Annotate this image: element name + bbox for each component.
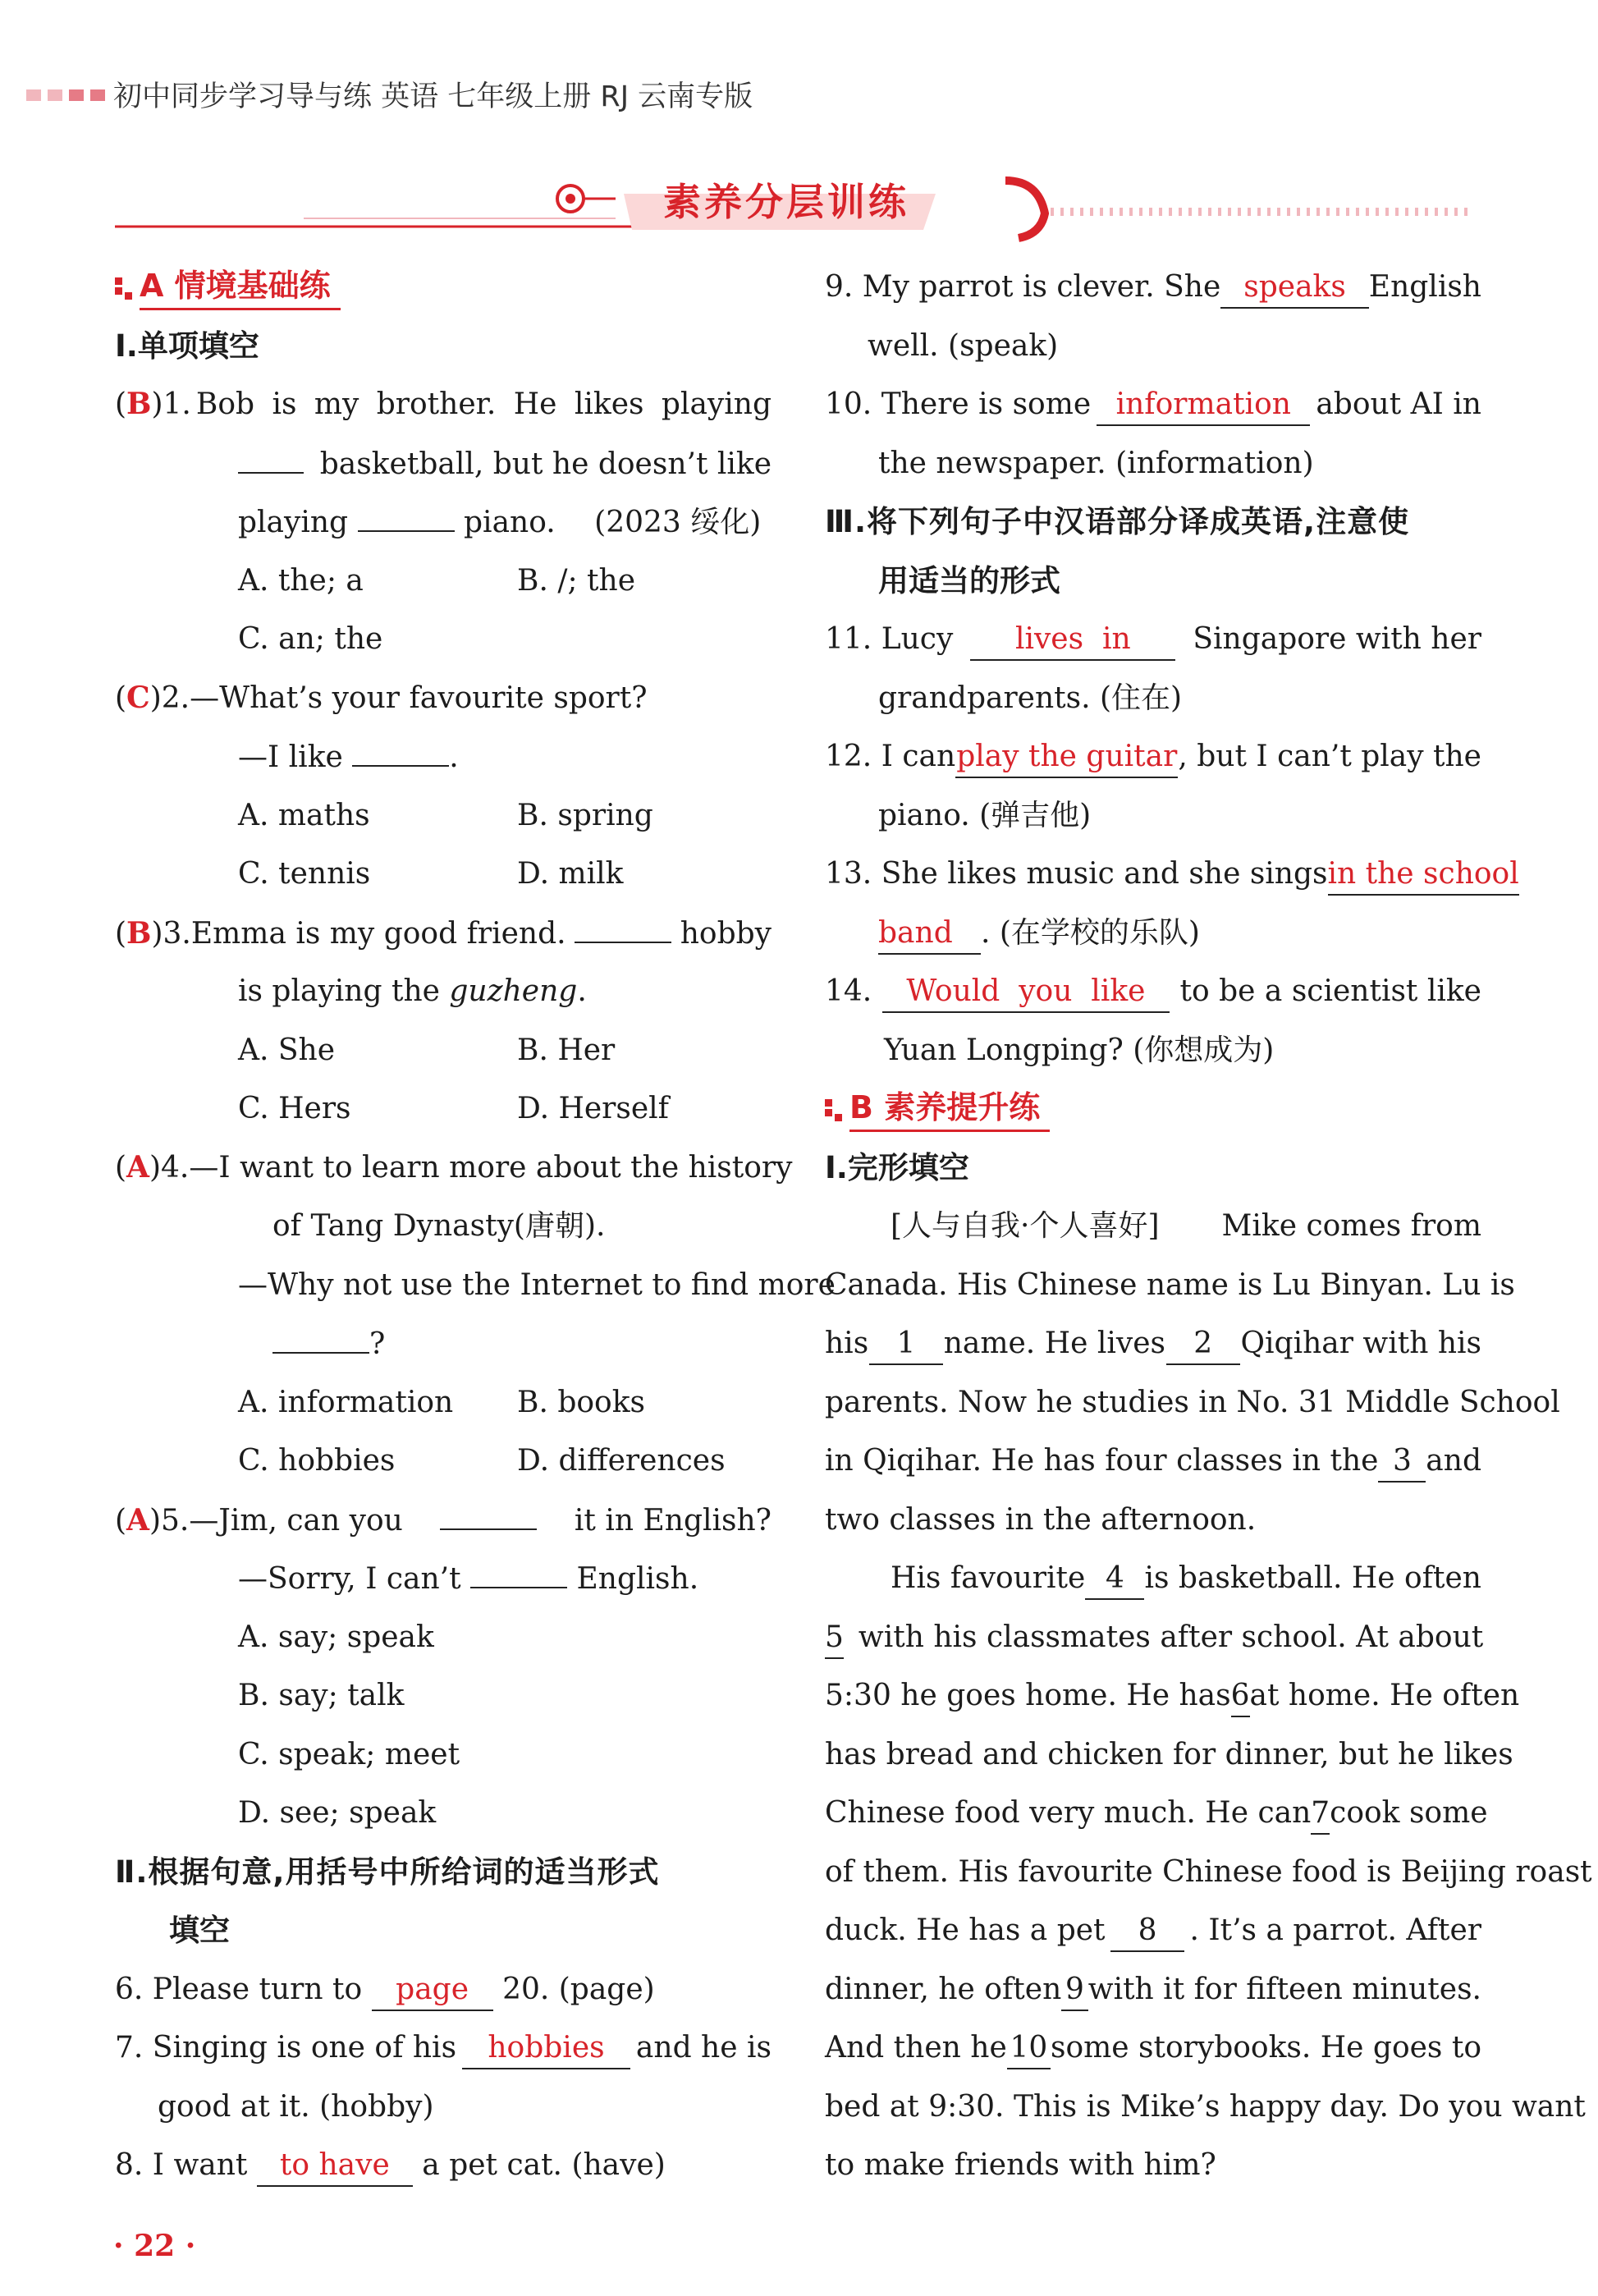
question-2: (C)2.—What’s your favourite sport? <box>115 680 648 715</box>
q1-line3: playing piano. (2023 绥化) <box>115 493 772 552</box>
option[interactable]: B. /; the <box>517 563 635 598</box>
cloze-blank-6[interactable]: 6 <box>1231 1678 1250 1717</box>
answer-q12[interactable]: play the guitar <box>955 739 1178 778</box>
q10-line2: the newspaper. (information) <box>878 446 1314 480</box>
q12-line2: piano. (弹吉他) <box>878 798 1092 832</box>
cloze-blank-10[interactable]: 10 <box>1007 2030 1051 2069</box>
q4-options-ab <box>115 1373 772 1432</box>
q2-options-cd <box>115 845 772 904</box>
question-10: 10. There is some information about AI in <box>825 375 1481 434</box>
q1-line2: basketball, but he doesn’t like <box>115 434 772 493</box>
option[interactable]: C. an; the <box>238 622 383 656</box>
q5-option-b[interactable]: B. say; talk <box>238 1679 405 1712</box>
question-3: (B)3.Emma is my good friend. hobby <box>115 904 772 963</box>
answer-q10[interactable]: information <box>1097 387 1310 426</box>
cloze-line-1: [人与自我·个人喜好] Mike comes from <box>825 1197 1481 1256</box>
option[interactable]: D. differences <box>517 1444 726 1478</box>
answer-q8[interactable]: to have <box>257 2147 413 2187</box>
cloze-title: Ⅰ.完形填空 <box>825 1149 969 1185</box>
blank[interactable] <box>272 1314 369 1354</box>
question-13: 13. She likes music and she sings in the school <box>825 845 1481 904</box>
header-decoration <box>26 89 112 104</box>
blank[interactable] <box>470 1549 567 1588</box>
q1-source: (2023 绥化) <box>594 506 762 539</box>
q5-option-a[interactable]: A. say; speak <box>238 1620 434 1654</box>
q3-options-cd <box>115 1079 772 1139</box>
q2-options-ab <box>115 786 772 846</box>
cloze-blank-4[interactable]: 4 <box>1085 1560 1144 1600</box>
cloze-line-13: duck. He has a pet 8 . It’s a parrot. After <box>825 1901 1481 1960</box>
section-a-heading <box>115 258 772 317</box>
option[interactable]: A. information <box>238 1385 454 1419</box>
question-7: 7. Singing is one of his hobbies and he is <box>115 2019 772 2078</box>
cloze-line-15: And then he 10 some storybooks. He goes to <box>825 2019 1481 2078</box>
cloze-line-10: has bread and chicken for dinner, but he likes <box>825 1737 1513 1771</box>
q3-options-ab <box>115 1021 772 1080</box>
question-5: (A)5.—Jim, can you it in English? <box>115 1491 772 1550</box>
option[interactable]: B. spring <box>517 798 653 832</box>
section-a-title: A 情境基础练 <box>140 264 341 310</box>
answer-q5: A <box>126 1502 149 1538</box>
option[interactable]: C. hobbies <box>238 1444 396 1478</box>
option[interactable]: D. Herself <box>517 1092 669 1125</box>
q4-line4: ? <box>115 1314 772 1373</box>
cloze-line-2: Canada. His Chinese name is Lu Binyan. Lu is <box>825 1267 1515 1302</box>
q4-line2: of Tang Dynasty(唐朝). <box>272 1209 606 1243</box>
question-1: (B)1. Bob is my brother. He likes playing <box>115 375 772 434</box>
q1-options-ab <box>115 552 772 611</box>
q1-line1: Bob is my brother. He likes playing <box>195 387 772 421</box>
q13-line2: band . (在学校的乐队) <box>825 904 1481 963</box>
cloze-line-6: two classes in the afternoon. <box>825 1502 1257 1537</box>
answer-q7[interactable]: hobbies <box>462 2030 630 2069</box>
q14-line2: Yuan Longping? (你想成为) <box>884 1033 1275 1067</box>
part2-title-cont: 填空 <box>169 1913 230 1948</box>
q9-line2: well. (speak) <box>868 328 1059 363</box>
cloze-line-9: 5:30 he goes home. He has 6 at home. He often <box>825 1666 1481 1725</box>
q5-option-c[interactable]: C. speak; meet <box>238 1737 460 1771</box>
answer-q4: A <box>126 1149 149 1185</box>
cloze-line-3: his 1 name. He lives 2 Qiqihar with his <box>825 1314 1481 1373</box>
part3-title: Ⅲ.将下列句子中汉语部分译成英语,注意使 <box>825 504 1410 539</box>
section-b-heading <box>825 1079 1481 1139</box>
section-marker-icon <box>825 1098 843 1124</box>
option[interactable]: C. Hers <box>238 1092 351 1125</box>
blank[interactable] <box>358 493 455 532</box>
answer-q2: C <box>126 680 150 715</box>
answer-q14[interactable]: Would you like <box>882 974 1170 1013</box>
banner-title: 素养分层训练 <box>663 180 909 224</box>
page-number: · 22 · <box>113 2229 196 2263</box>
q11-line2: grandparents. (住在) <box>878 681 1183 715</box>
section-b-title: B 素养提升练 <box>849 1085 1050 1132</box>
option[interactable]: A. maths <box>238 798 370 832</box>
blank[interactable] <box>440 1491 537 1530</box>
blank[interactable] <box>575 904 671 943</box>
question-14: 14. Would you like to be a scientist like <box>825 962 1481 1021</box>
q7-line2: good at it. (hobby) <box>158 2089 434 2124</box>
cloze-blank-1[interactable]: 1 <box>869 1326 943 1365</box>
cloze-line-12: of them. His favourite Chinese food is Beijing roast <box>825 1854 1592 1889</box>
q5-line2: —Sorry, I can’t English. <box>115 1549 772 1608</box>
q5-option-d[interactable]: D. see; speak <box>238 1796 437 1830</box>
part2-title: Ⅱ.根据句意,用括号中所给词的适当形式 <box>115 1854 660 1890</box>
option[interactable]: B. Her <box>517 1033 616 1067</box>
part3-title-cont: 用适当的形式 <box>878 562 1060 598</box>
answer-q13-part2[interactable]: band <box>878 915 981 955</box>
cloze-line-8: 5 with his classmates after school. At about <box>825 1608 1481 1667</box>
option[interactable]: C. tennis <box>238 857 371 891</box>
left-column <box>115 261 836 2195</box>
cloze-line-7: His favourite 4 is basketball. He often <box>825 1549 1481 1608</box>
option[interactable]: D. milk <box>517 857 624 891</box>
answer-q1: B <box>126 387 152 421</box>
answer-q9[interactable]: speaks <box>1220 269 1369 309</box>
cloze-blank-5[interactable]: 5 <box>825 1620 844 1659</box>
question-8: 8. I want to have a pet cat. (have) <box>115 2136 772 2195</box>
cloze-blank-3[interactable]: 3 <box>1378 1443 1426 1483</box>
cloze-blank-9[interactable]: 9 <box>1061 1972 1087 2011</box>
option[interactable]: B. books <box>517 1385 646 1419</box>
question-4: (A)4. —I want to learn more about the history <box>115 1149 793 1185</box>
answer-q6[interactable]: page <box>372 1972 493 2011</box>
part1-title: Ⅰ.单项填空 <box>115 328 259 364</box>
q4-options-cd <box>115 1432 772 1491</box>
question-12: 12. I can play the guitar , but I can’t play the <box>825 727 1481 786</box>
cloze-line-17: to make friends with him? <box>825 2148 1216 2182</box>
q4-line3: —Why not use the Internet to find more <box>238 1267 836 1302</box>
blank[interactable] <box>238 434 304 474</box>
cloze-blank-8[interactable]: 8 <box>1110 1913 1184 1952</box>
cloze-line-14: dinner, he often 9 with it for fifteen minutes. <box>825 1960 1481 2019</box>
section-marker-icon <box>115 276 133 302</box>
cloze-blank-7[interactable]: 7 <box>1311 1795 1330 1835</box>
q3-line2: is playing the guzheng. <box>238 974 587 1008</box>
cloze-line-4: parents. Now he studies in No. 31 Middle School <box>825 1385 1560 1419</box>
q1-options-c <box>115 610 772 669</box>
answer-q11[interactable]: lives in <box>970 621 1175 661</box>
cloze-line-11: Chinese food very much. He can 7 cook some <box>825 1784 1481 1843</box>
question-6: 6. Please turn to page 20. (page) <box>115 1960 772 2019</box>
option[interactable]: A. the; a <box>238 563 364 598</box>
blank[interactable] <box>352 727 449 767</box>
answer-q3: B <box>126 915 152 951</box>
option[interactable]: A. She <box>238 1033 336 1067</box>
question-11: 11. Lucy lives in Singapore with her <box>825 610 1481 669</box>
cloze-blank-2[interactable]: 2 <box>1166 1326 1240 1365</box>
answer-q13-part1[interactable]: in the school <box>1328 856 1519 896</box>
question-9: 9. My parrot is clever. She speaks English <box>825 258 1481 317</box>
right-column <box>825 261 1592 2195</box>
cloze-theme: [人与自我·个人喜好] <box>891 1209 1160 1243</box>
cloze-line-16: bed at 9:30. This is Mike’s happy day. Do you want <box>825 2089 1586 2124</box>
q2-line2: —I like . <box>115 727 772 786</box>
cloze-line-5: in Qiqihar. He has four classes in the 3 and <box>825 1432 1481 1491</box>
running-header: 初中同步学习导与练 英语 七年级上册 RJ 云南专版 <box>113 80 753 113</box>
